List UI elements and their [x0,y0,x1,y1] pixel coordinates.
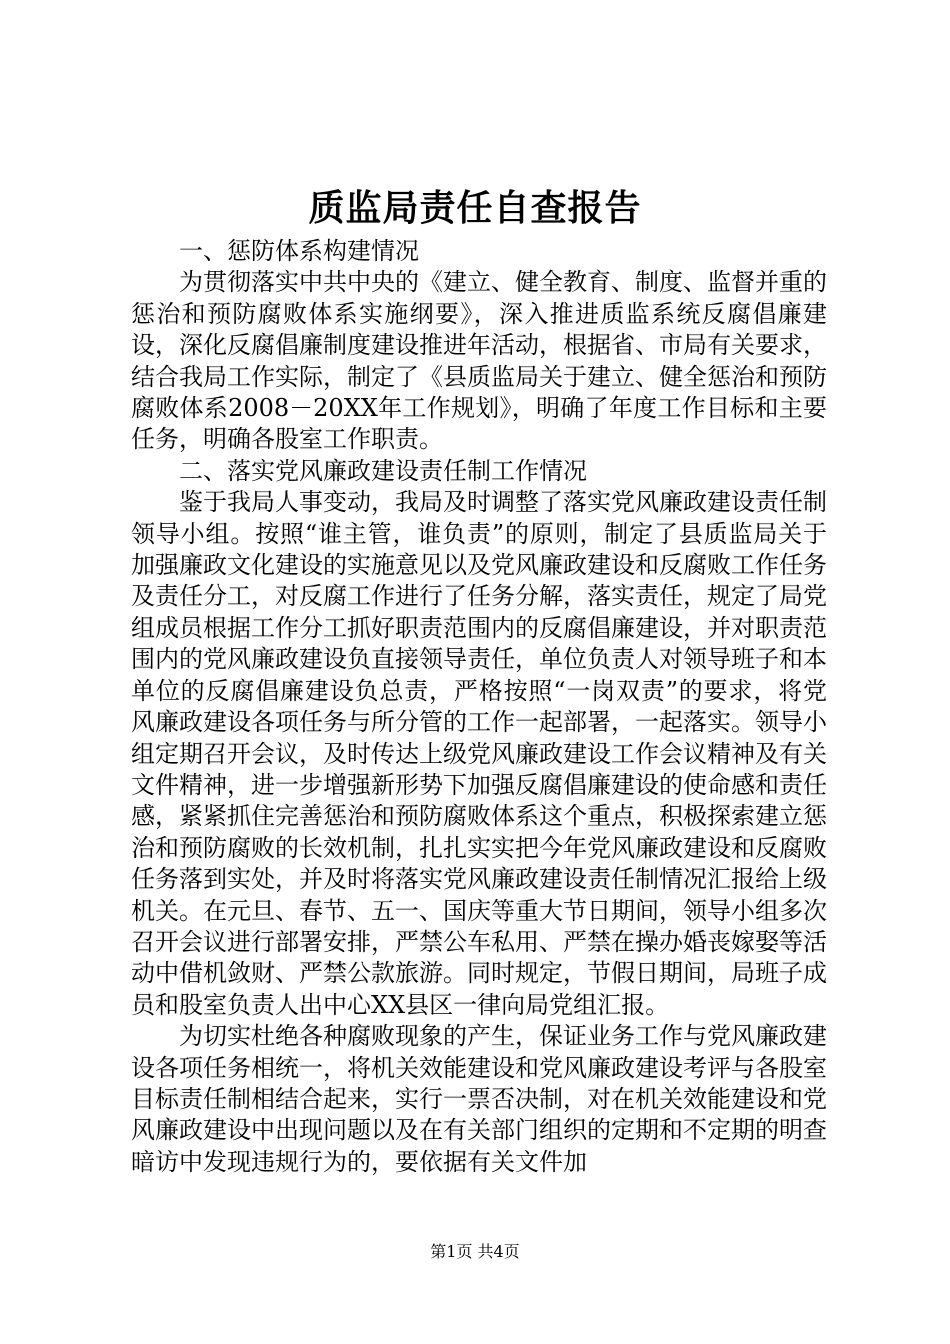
page-indicator: 第1页 共4页 [430,1242,520,1261]
section-heading-1: 一、惩防体系构建情况 [179,237,419,265]
document-title: 质监局责任自查报告 [308,187,642,229]
paragraph-responsibility-system: 鉴于我局人事变动，我局及时调整了落实党风廉政建设责任制领导小组。按照“谁主管，谁负责”的原则，制定了县质监局关于加强廉政文化建设的实施意见以及党风廉政建设和反腐败工作任务及责任分工，对反腐工作进行了任务分解，落实责任，规定了局党组成员根据工作分工抓好职责范围内的反腐倡廉建设，并对职责范围内的党风廉政建设负直接领导责任，单位负责人对领导班子和本单位的反腐倡廉建设负总责，严格按照“一岗双责”的要求，将党风廉政建设各项任务与所分管的工作一起部署，一起落实。领导小组定期召开会议，及时传达上级党风廉政建设工作会议精神及有关文件精神，进一步增强新形势下加强反腐倡廉建设的使命感和责任感，紧紧抓住完善惩治和预防腐败体系这个重点，积极探索建立惩治和预防腐败的长效机制，扎扎实实把今年党风廉政建设和反腐败任务落到实处，并及时将落实党风廉政建设责任制情况汇报给上级机关。在元旦、春节、五一、国庆等重大节日期间，领导小组多次召开会议进行部署安排，严禁公车私用、严禁在操办婚丧嫁娶等活动中借机敛财、严禁公款旅游。同时规定，节假日期间，局班子成员和股室负责人出中心XX县区一律向局党组汇报。 [131,488,827,1019]
section-heading-2: 二、落实党风廉政建设责任制工作情况 [179,456,587,485]
document-body [131,236,827,1178]
paragraph-anti-corruption-measures: 为切实杜绝各种腐败现象的产生，保证业务工作与党风廉政建设各项任务相统一，将机关效能建设和党风廉政建设考评与各股室目标责任制相结合起来，实行一票否决制，对在机关效能建设和党风廉政建设中出现问题以及在有关部门组织的定期和不定期的明查暗访中发现违规行为的，要依据有关文件加 [131,1022,827,1176]
paragraph-system-construction: 为贯彻落实中共中央的《建立、健全教育、制度、监督并重的惩治和预防腐败体系实施纲要》，深入推进质监系统反腐倡廉建设，深化反腐倡廉制度建设推进年活动，根据省、市局有关要求，结合我局工作实际，制定了《县质监局关于建立、健全惩治和预防腐败体系2008－20XX年工作规划》，明确了年度工作目标和主要任务，明确各股室工作职责。 [131,268,827,454]
